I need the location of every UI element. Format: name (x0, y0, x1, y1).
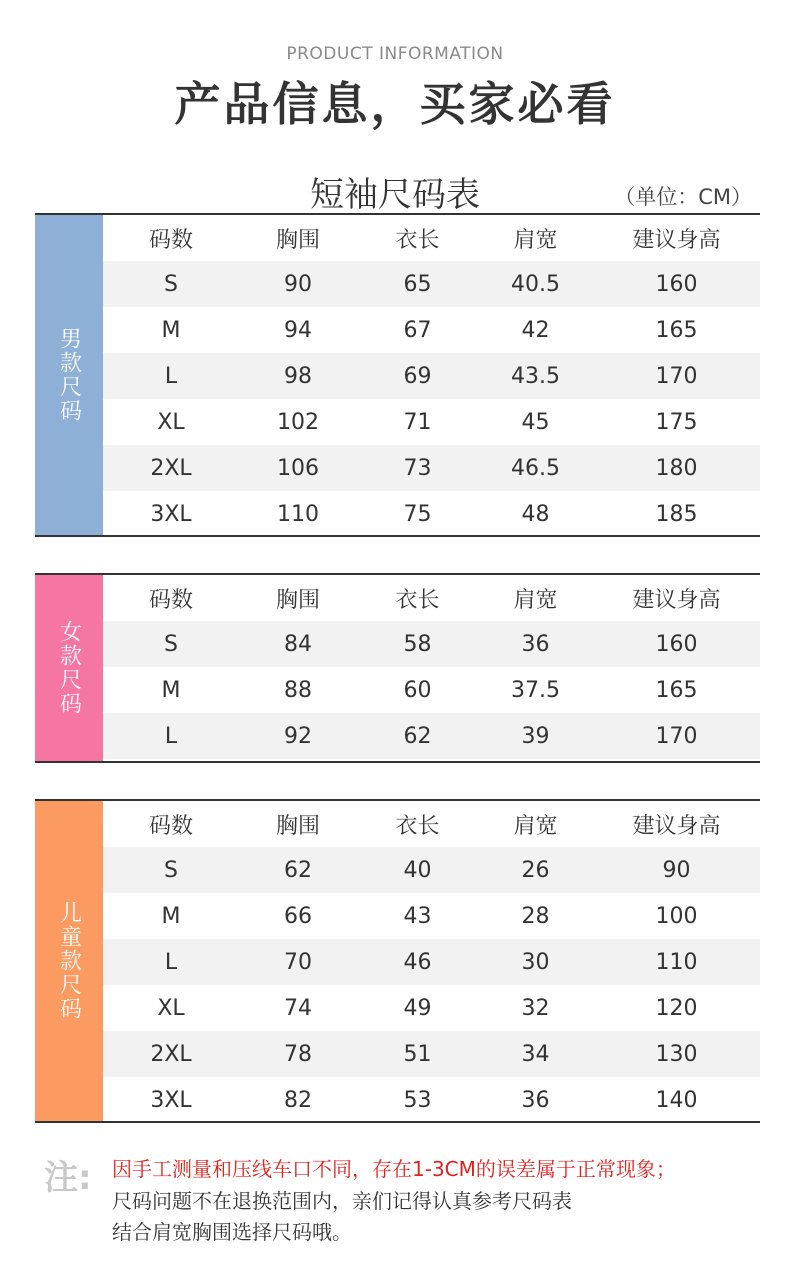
header-row (103, 215, 760, 261)
table-cell: 170 (655, 363, 698, 389)
table-cell: 26 (521, 857, 550, 883)
header-cell: 肩宽 (513, 227, 558, 253)
table-cell: 48 (521, 501, 550, 527)
table-cell: 46 (403, 949, 432, 975)
women-side-label: 女款尺码 (56, 620, 82, 716)
note-heading: 注: (44, 1158, 92, 1198)
table-cell: 34 (521, 1041, 550, 1067)
header-cell: 肩宽 (513, 813, 558, 839)
table-cell: 62 (403, 723, 432, 749)
men-rows (103, 215, 760, 535)
table-cell: 98 (284, 363, 312, 389)
table-cell: L (164, 949, 178, 975)
table-cell: 70 (284, 949, 312, 975)
table-row (103, 261, 760, 307)
table-cell: 180 (655, 455, 698, 481)
table-cell: 37.5 (511, 677, 560, 703)
header-row (103, 801, 760, 847)
kids-side-label: 儿童款尺码 (56, 901, 82, 1021)
table-cell: 175 (655, 409, 698, 435)
header-cell: 胸围 (275, 587, 320, 613)
table-row (103, 1031, 760, 1077)
table-title: 短袖尺码表 (310, 175, 480, 215)
table-cell: 36 (521, 1087, 550, 1113)
table-row (103, 939, 760, 985)
header-cell: 码数 (148, 813, 193, 839)
table-cell: 66 (284, 903, 312, 929)
table-cell: 3XL (150, 501, 192, 527)
table-cell: 100 (655, 903, 698, 929)
note-line: 尺码问题不在退换范围内，亲们记得认真参考尺码表 (112, 1189, 572, 1213)
header-cell: 建议身高 (632, 227, 721, 253)
header-cell: 胸围 (275, 813, 320, 839)
table-cell: 43 (403, 903, 432, 929)
table-cell: 140 (655, 1087, 698, 1113)
table-row (103, 445, 760, 491)
table-cell: 74 (284, 995, 312, 1021)
table-cell: 51 (403, 1041, 432, 1067)
table-cell: 165 (655, 677, 698, 703)
unit-label: （单位：CM） (614, 185, 752, 209)
table-row (103, 893, 760, 939)
header-cell: 衣长 (395, 227, 440, 253)
header-cell: 码数 (148, 227, 193, 253)
table-cell: 90 (662, 857, 691, 883)
note-line: 结合肩宽胸围选择尺码哦。 (112, 1220, 352, 1244)
table-cell: 170 (655, 723, 698, 749)
table-cell: 2XL (150, 1041, 192, 1067)
table-cell: 36 (521, 631, 550, 657)
table-row (103, 847, 760, 893)
table-row (103, 1077, 760, 1123)
header-cell: 衣长 (395, 813, 440, 839)
table-cell: 39 (521, 723, 550, 749)
table-cell: XL (157, 409, 185, 435)
header-row (103, 575, 760, 621)
header-cell: 衣长 (395, 587, 440, 613)
table-cell: 160 (655, 631, 698, 657)
men-side-tab (35, 215, 103, 535)
table-cell: 92 (284, 723, 312, 749)
table-cell: 62 (284, 857, 312, 883)
table-cell: 28 (521, 903, 550, 929)
kids-rows (103, 801, 760, 1121)
table-cell: 43.5 (511, 363, 560, 389)
table-cell: 82 (284, 1087, 312, 1113)
table-cell: 45 (521, 409, 550, 435)
table-cell: 65 (403, 271, 432, 297)
kids-side-tab (35, 801, 103, 1121)
table-cell: 130 (655, 1041, 698, 1067)
table-cell: 69 (403, 363, 432, 389)
table-row (103, 985, 760, 1031)
table-cell: L (164, 363, 178, 389)
table-cell: 30 (521, 949, 550, 975)
table-cell: 120 (655, 995, 698, 1021)
table-cell: XL (157, 995, 185, 1021)
en-title: PRODUCT INFORMATION (286, 44, 504, 64)
header-cell: 码数 (148, 587, 193, 613)
table-row (103, 667, 760, 713)
women-side-tab (35, 575, 103, 761)
kids-size-table (35, 799, 760, 1123)
table-cell: 40.5 (511, 271, 560, 297)
table-cell: 94 (284, 317, 312, 343)
table-cell: S (164, 857, 178, 883)
table-cell: 84 (284, 631, 312, 657)
table-cell: 110 (277, 501, 319, 527)
table-cell: 78 (284, 1041, 312, 1067)
table-cell: 40 (403, 857, 432, 883)
table-cell: 185 (655, 501, 698, 527)
header-cell: 建议身高 (632, 587, 721, 613)
table-cell: 3XL (150, 1087, 192, 1113)
note-line-warning: 因手工测量和压线车口不同，存在1-3CM的误差属于正常现象； (112, 1157, 676, 1181)
table-cell: 165 (655, 317, 698, 343)
table-cell: S (164, 271, 178, 297)
table-cell: 53 (403, 1087, 432, 1113)
table-cell: 160 (655, 271, 698, 297)
table-cell: 75 (403, 501, 432, 527)
table-cell: 42 (521, 317, 550, 343)
table-cell: S (164, 631, 178, 657)
header-cell: 建议身高 (632, 813, 721, 839)
men-side-label: 男款尺码 (56, 327, 82, 423)
table-row (103, 399, 760, 445)
table-cell: 90 (284, 271, 312, 297)
table-cell: M (161, 903, 181, 929)
table-cell: 49 (403, 995, 432, 1021)
table-cell: 88 (284, 677, 312, 703)
header-cell: 肩宽 (513, 587, 558, 613)
table-cell: 60 (403, 677, 432, 703)
table-cell: M (161, 317, 181, 343)
table-cell: L (164, 723, 178, 749)
table-cell: 67 (403, 317, 432, 343)
page-title: 产品信息，买家必看 (174, 77, 616, 131)
table-cell: 71 (403, 409, 432, 435)
table-row (103, 621, 760, 667)
table-row (103, 353, 760, 399)
women-size-table (35, 573, 760, 763)
table-cell: 102 (277, 409, 319, 435)
table-cell: 110 (655, 949, 698, 975)
table-cell: 73 (403, 455, 432, 481)
table-row (103, 491, 760, 537)
women-rows (103, 575, 760, 761)
table-row (103, 713, 760, 759)
table-row (103, 307, 760, 353)
table-cell: 32 (521, 995, 550, 1021)
table-cell: M (161, 677, 181, 703)
table-cell: 58 (403, 631, 432, 657)
table-cell: 2XL (150, 455, 192, 481)
table-cell: 46.5 (511, 455, 560, 481)
men-size-table (35, 213, 760, 537)
table-cell: 106 (277, 455, 319, 481)
header-cell: 胸围 (275, 227, 320, 253)
